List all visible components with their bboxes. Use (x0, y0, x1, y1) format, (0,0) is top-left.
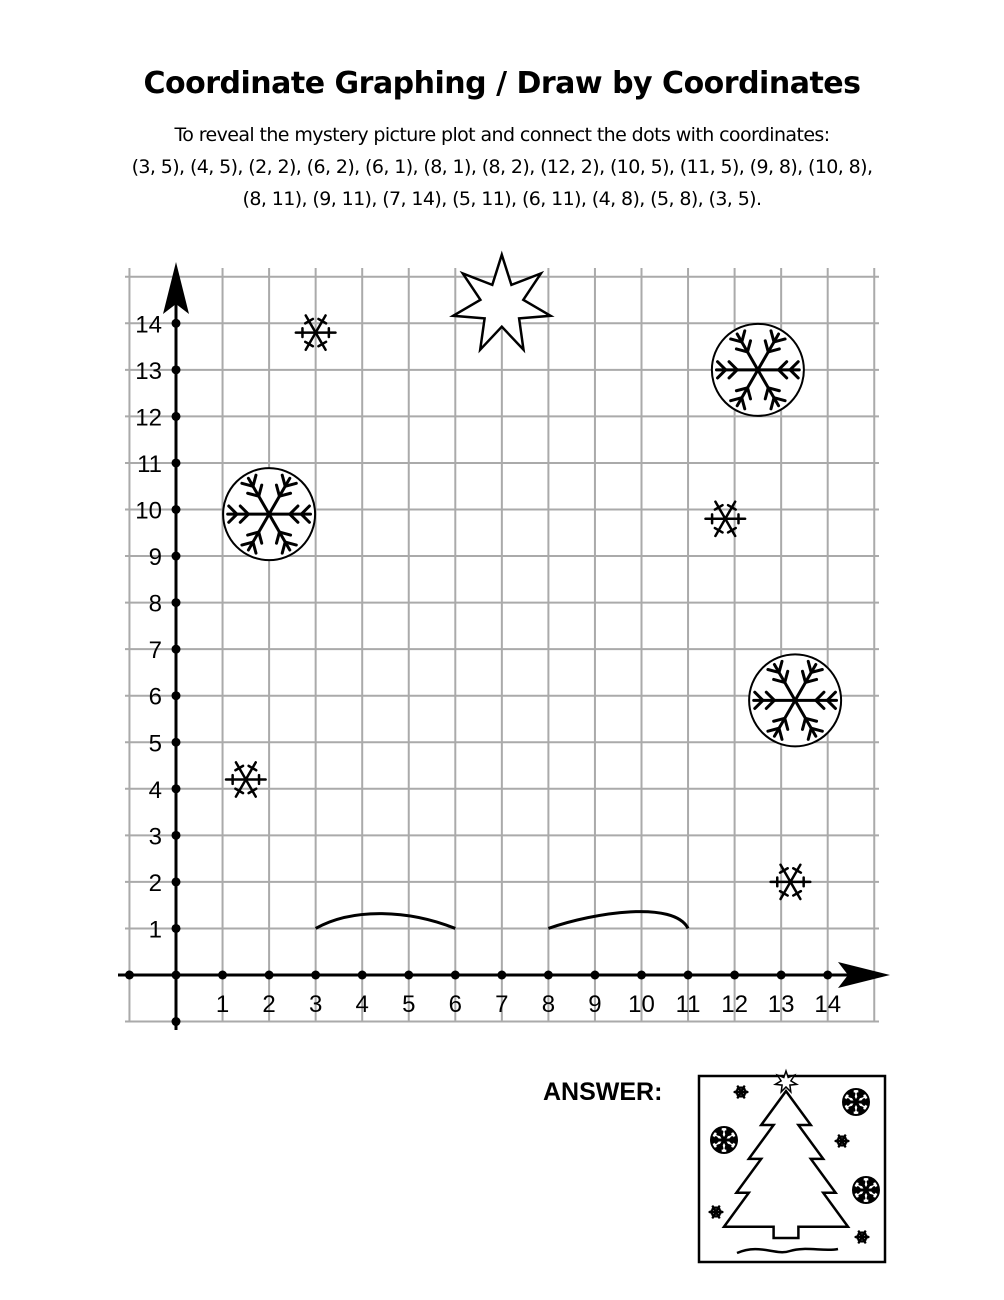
snowflake-branch (863, 1195, 864, 1198)
x-tick-label: 12 (721, 991, 748, 1018)
x-tick-dot (451, 971, 460, 980)
small-snowflake-icon (226, 762, 266, 796)
x-tick-label: 13 (767, 991, 795, 1018)
snowflake-branch (851, 1110, 852, 1113)
y-tick-dot (172, 924, 181, 933)
y-tick-label: 11 (137, 450, 162, 478)
y-tick-dot (172, 365, 181, 374)
snowflake-branch (843, 1144, 845, 1145)
x-tick-dot (730, 971, 739, 980)
snowflake-branch (717, 1215, 719, 1216)
answer-snowflake-icon (853, 1177, 879, 1203)
snowflake-branch (738, 1088, 740, 1089)
snowflake-branch (853, 1107, 854, 1110)
x-tick-dot (311, 971, 320, 980)
y-tick-label: 9 (148, 544, 162, 572)
snowflake-branch (865, 1100, 867, 1102)
y-tick-dot (172, 691, 181, 700)
snowflake-branch (839, 1137, 841, 1138)
snowflake-branch (868, 1182, 869, 1185)
y-tick-dot (172, 319, 181, 328)
y-tick-label: 5 (148, 730, 162, 758)
snowflake-branch (858, 1094, 859, 1097)
snowflake-branch (843, 1137, 845, 1138)
ground-curve (548, 912, 688, 929)
origin-dot (172, 971, 181, 980)
x-tick-dot (823, 971, 832, 980)
snowflake-icon (749, 654, 841, 746)
x-tick-label: 10 (628, 991, 655, 1018)
y-tick-label: 8 (148, 590, 162, 618)
snowflake-branch (845, 1102, 847, 1104)
snowflake-branch (855, 1190, 857, 1192)
y-tick-label: 4 (148, 776, 162, 804)
snowflake-branch (718, 1134, 721, 1135)
snowflake-branch (742, 1095, 744, 1096)
x-tick-dot (684, 971, 693, 980)
answer-snowflake-icon (711, 1127, 737, 1153)
snowflake-branch (850, 1096, 853, 1097)
snowflake-branch (863, 1233, 865, 1234)
x-tick-dot (544, 971, 553, 980)
y-tick-dot (172, 738, 181, 747)
snowflake-branch (729, 1148, 732, 1149)
snowflake-branch (869, 1195, 872, 1196)
y-tick-label: 10 (135, 497, 162, 525)
y-tick-dot (172, 598, 181, 607)
y-tick-dot (172, 645, 181, 654)
snowflake-branch (726, 1132, 727, 1135)
y-tick-label: 3 (148, 823, 162, 851)
snowflake-branch (716, 1131, 719, 1132)
x-tick-label: 9 (588, 991, 602, 1018)
snowflake-branch (717, 1208, 719, 1209)
snowflake-branch (871, 1198, 874, 1199)
snowflake-branch (863, 1240, 865, 1241)
x-tick-label: 6 (448, 991, 462, 1018)
x-tick-dot (497, 971, 506, 980)
snowflake-branch (738, 1095, 740, 1096)
snowflake-branch (742, 1088, 744, 1089)
snowflake-arm (236, 762, 246, 779)
y-tick-label: 2 (148, 869, 162, 897)
axis-dot (172, 1017, 181, 1026)
snowflake-branch (713, 1208, 715, 1209)
x-tick-dot (404, 971, 413, 980)
x-tick-label: 5 (402, 991, 416, 1018)
snowflake-branch (861, 1198, 862, 1201)
snowflake-arm (790, 882, 800, 899)
snowflake-branch (859, 1107, 862, 1108)
y-tick-label: 14 (135, 311, 162, 339)
snowflake-branch (728, 1129, 729, 1132)
snowflake-branch (859, 1233, 861, 1234)
x-tick-label: 14 (814, 991, 842, 1018)
x-tick-dot (590, 971, 599, 980)
answer-snowflake-icon (843, 1089, 869, 1115)
x-tick-label: 3 (308, 991, 323, 1018)
y-tick-dot (172, 831, 181, 840)
snowflake-arm (790, 865, 800, 882)
snowflake-arm (715, 519, 725, 536)
snowflake-branch (860, 1091, 861, 1094)
x-tick-label: 7 (495, 991, 509, 1018)
small-snowflake-icon (771, 865, 811, 899)
snowflake-arm (246, 762, 256, 779)
coordinates-line-2: (8, 11), (9, 11), (7, 14), (5, 11), (6, 11), (4, 8), (5, 8), (3, 5). (242, 188, 762, 210)
y-tick-dot (172, 412, 181, 421)
snowflake-branch (719, 1148, 720, 1151)
snowflake-branch (713, 1215, 715, 1216)
snowflake-branch (733, 1138, 735, 1140)
x-tick-dot (637, 971, 646, 980)
coordinates-line-1: (3, 5), (4, 5), (2, 2), (6, 2), (6, 1), (8, 1), (8, 2), (12, 2), (10, 5), (11, 5), (9, 8), (10, 8), (131, 156, 873, 178)
snowflake-branch (848, 1093, 851, 1094)
page-title: Coordinate Graphing / Draw by Coordinates (143, 66, 861, 101)
y-tick-dot (172, 552, 181, 561)
y-tick-label: 1 (148, 916, 162, 944)
y-tick-label: 13 (135, 357, 162, 385)
snowflake-branch (858, 1181, 861, 1182)
x-tick-label: 1 (215, 991, 230, 1018)
axis-dot (125, 971, 134, 980)
snowflake-icon (223, 468, 315, 560)
snowflake-branch (727, 1145, 730, 1146)
snowflake-icon (712, 324, 804, 416)
x-tick-label: 2 (262, 991, 276, 1018)
x-tick-label: 4 (355, 991, 369, 1018)
snowflake-branch (875, 1188, 877, 1190)
snowflake-branch (870, 1179, 871, 1182)
x-tick-dot (358, 971, 367, 980)
snowflake-branch (861, 1110, 864, 1111)
ground-curve (316, 914, 456, 929)
snowflake-branch (721, 1145, 722, 1148)
answer-label: ANSWER: (543, 1078, 663, 1106)
y-tick-dot (172, 877, 181, 886)
snowflake-arm (316, 333, 326, 350)
x-tick-dot (218, 971, 227, 980)
x-tick-label: 8 (541, 991, 556, 1018)
instructions: To reveal the mystery picture plot and connect the dots with coordinates: (174, 124, 830, 146)
y-tick-label: 7 (148, 637, 162, 665)
x-tick-dot (777, 971, 786, 980)
x-tick-dot (265, 971, 274, 980)
y-tick-dot (172, 458, 181, 467)
snowflake-branch (860, 1184, 863, 1185)
snowflake-branch (839, 1144, 841, 1145)
snowflake-branch (713, 1140, 715, 1142)
y-tick-label: 12 (135, 404, 162, 432)
snowflake-arm (306, 333, 316, 350)
y-tick-dot (172, 505, 181, 514)
x-tick-label: 11 (675, 991, 701, 1018)
snowflake-branch (859, 1240, 861, 1241)
y-tick-label: 6 (148, 683, 162, 711)
small-snowflake-icon (705, 502, 745, 536)
y-tick-dot (172, 784, 181, 793)
